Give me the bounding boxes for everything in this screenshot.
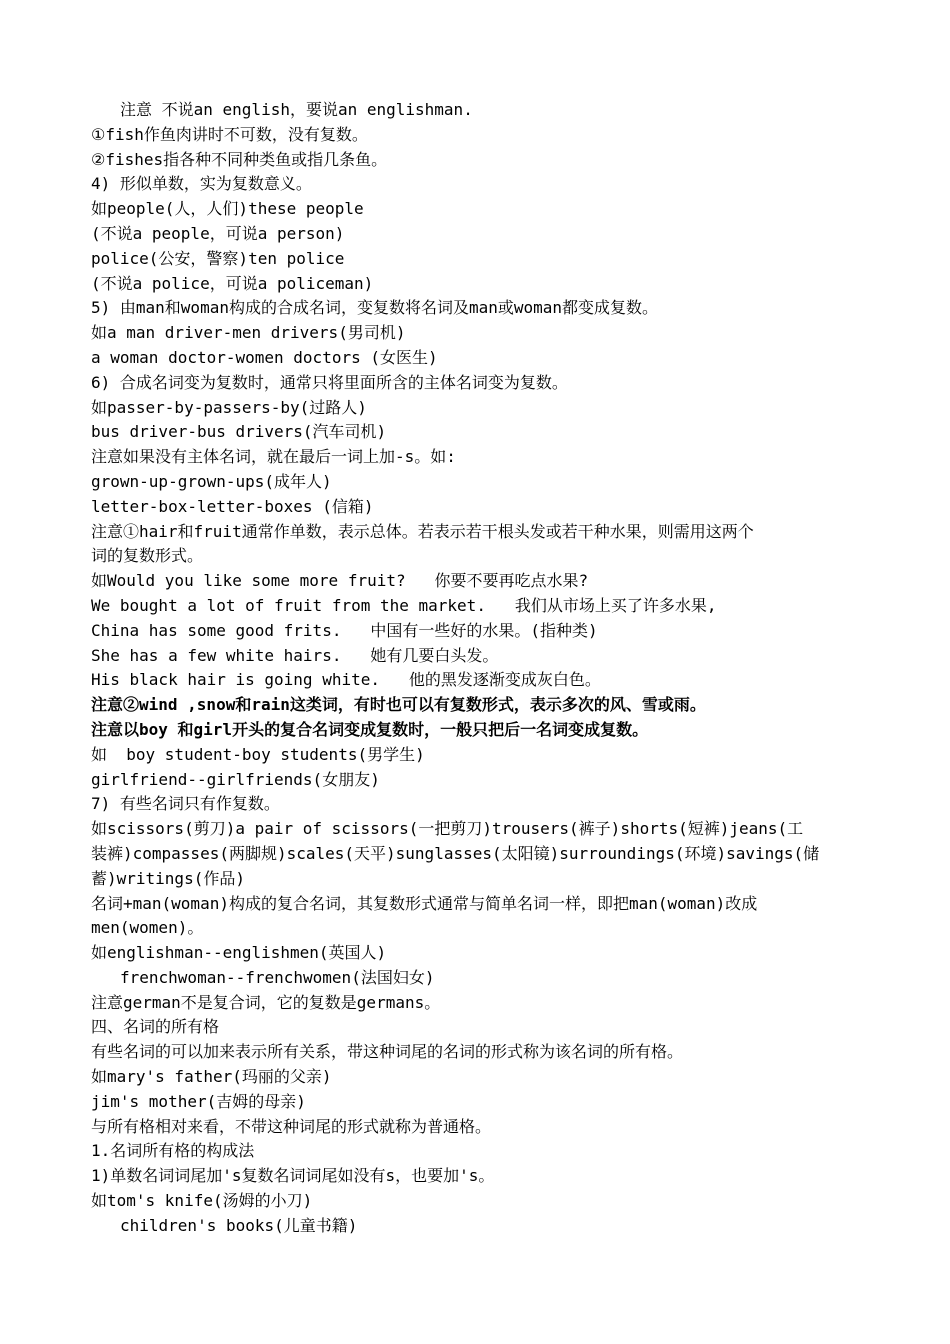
text-line: 注意如果没有主体名词，就在最后一词上加-s。如: <box>91 447 456 467</box>
text-line: children's books(儿童书籍) <box>120 1215 358 1235</box>
text-line: men(women)。 <box>91 918 204 938</box>
text-line: 蓄)writings(作品) <box>91 868 245 888</box>
section-heading: 7) 有些名词只有作复数。 <box>91 794 280 814</box>
text-line: 如a man driver-men drivers(男司机) <box>91 323 406 343</box>
text-line: 注意german不是复合词，它的复数是germans。 <box>91 992 441 1012</box>
text-line: bus driver-bus drivers(汽车司机) <box>91 422 387 442</box>
text-line: 如 boy student-boy students(男学生) <box>91 744 425 764</box>
text-line: 与所有格相对来看，不带这种词尾的形式就称为普通格。 <box>91 1116 492 1136</box>
text-line: jim's mother(吉姆的母亲) <box>91 1091 306 1111</box>
text-line: a woman doctor-women doctors (女医生) <box>91 347 438 367</box>
text-line: 1)单数名词词尾加's复数名词词尾如没有s，也要加's。 <box>91 1166 495 1186</box>
text-line: 注意 不说an english，要说an englishman. <box>120 100 473 119</box>
text-line: girlfriend--girlfriends(女朋友) <box>91 769 380 789</box>
text-line: 如scissors(剪刀)a pair of scissors(一把剪刀)trousers(裤子)shorts(短裤)jeans(工 <box>91 819 804 839</box>
section-heading: 5) 由man和woman构成的合成名词，变复数将名词及man或woman都变成复数。 <box>91 298 659 318</box>
text-line: frenchwoman--frenchwomen(法国妇女) <box>120 967 435 987</box>
section-heading: 6) 合成名词变为复数时，通常只将里面所含的主体名词变为复数。 <box>91 372 568 392</box>
text-line: 如people(人，人们)these people <box>91 199 364 219</box>
section-heading: 4) 形似单数，实为复数意义。 <box>91 174 312 194</box>
section-heading: 1.名词所有格的构成法 <box>91 1141 255 1161</box>
bold-note-line: 注意②wind ,snow和rain这类词，有时也可以有复数形式，表示多次的风、雪或雨。 <box>91 695 706 715</box>
text-line: ②fishes指各种不同种类鱼或指几条鱼。 <box>91 149 388 169</box>
text-line: We bought a lot of fruit from the market. 我们从市场上买了许多水果, <box>91 595 717 615</box>
text-line: She has a few white hairs. 她有几要白头发。 <box>91 645 499 665</box>
text-line: 注意①hair和fruit通常作单数，表示总体。若表示若干根头发或若干种水果，则需用这两个 <box>91 521 754 541</box>
text-line: (不说a police，可说a policeman) <box>91 273 374 293</box>
text-line: (不说a people，可说a person) <box>91 223 345 243</box>
text-line: letter-box-letter-boxes (信箱) <box>91 496 374 516</box>
text-line: 如Would you like some more fruit? 你要不要再吃点水果? <box>91 571 589 591</box>
text-line: ①fish作鱼肉讲时不可数，没有复数。 <box>91 124 368 144</box>
text-line: His black hair is going white. 他的黑发逐渐变成灰白色。 <box>91 670 601 690</box>
text-line: 名词+man(woman)构成的复合名词，其复数形式通常与简单名词一样，即把man(woman)改成 <box>91 893 758 913</box>
text-line: 装裤)compasses(两脚规)scales(天平)sunglasses(太阳镜)surroundings(环境)savings(储 <box>91 843 820 863</box>
text-line: 有些名词的可以加来表示所有关系，带这种词尾的名词的形式称为该名词的所有格。 <box>91 1042 684 1062</box>
text-line: 如tom's knife(汤姆的小刀) <box>91 1191 313 1211</box>
text-line: China has some good frits. 中国有一些好的水果。(指种类) <box>91 620 598 640</box>
section-heading: 四、名词的所有格 <box>91 1017 220 1037</box>
document-body <box>91 98 861 1239</box>
text-line: 如mary's father(玛丽的父亲) <box>91 1067 332 1087</box>
text-line: 如passer-by-passers-by(过路人) <box>91 397 367 417</box>
text-line: 如englishman--englishmen(英国人) <box>91 943 387 963</box>
text-line: police(公安，警察)ten police <box>91 248 345 268</box>
bold-note-line: 注意以boy 和girl开头的复合名词变成复数时，一般只把后一名词变成复数。 <box>91 719 649 739</box>
text-line: 词的复数形式。 <box>91 546 204 566</box>
text-line: grown-up-grown-ups(成年人) <box>91 471 332 491</box>
